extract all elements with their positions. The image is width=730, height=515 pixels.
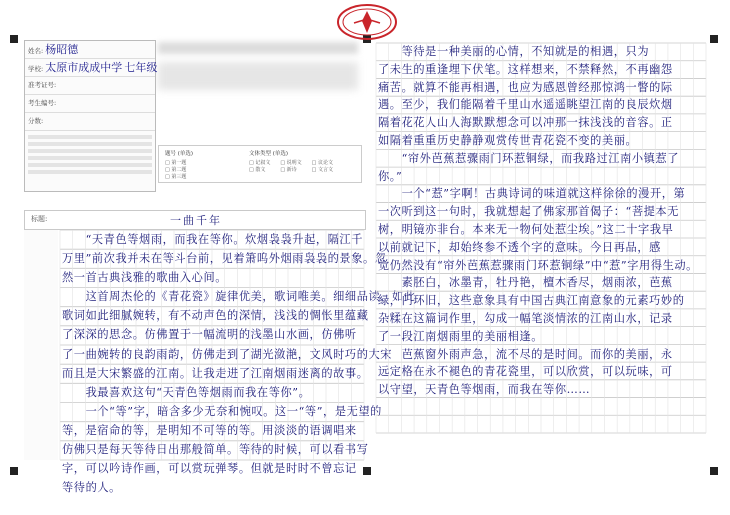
essay-line: 等待是一种美丽的心情，不知就是的相遇，只为 — [378, 45, 650, 58]
school-row — [25, 59, 158, 77]
essay-line — [376, 399, 706, 417]
essay-line: “帘外芭蕉惹骤雨门环惹铜绿，而我路过江南小镇惹了 — [378, 151, 680, 165]
writing-grid-right — [376, 43, 706, 433]
essay-line: “天青色等烟雨，而我在等你。炊烟袅袅升起，隔江千 — [62, 233, 364, 246]
essay-line: 而且是大宋繁盛的江南。让我走进了江南烟雨迷离的故事。 — [62, 366, 369, 380]
essay-line: 树，明镜亦非台。本来无一物何处惹尘埃。”这二十字我早 — [378, 222, 674, 236]
essay-line: 歌词如此细腻婉转，有不动声色的深情，浅浅的惆怅里蕴藏 — [62, 309, 369, 323]
essay-line: 素胚白，冰墨青，牡丹艳，檀木香尽，烟雨浓，芭蕉 — [378, 276, 673, 290]
registration-mark — [10, 467, 18, 475]
name-value: 杨昭德 — [45, 43, 79, 56]
genre-option[interactable]: □ 记叙文 — [249, 160, 271, 166]
essay-line: 了深深的思念。仿佛置于一幅流明的浅墨山水画，仿佛听 — [62, 328, 357, 342]
margin-column — [24, 230, 58, 460]
code-label: 考生编号: — [28, 99, 57, 107]
essay-line: 远定格在永不褪色的青花瓷里，可以欣赏，可以玩味，可 — [378, 365, 673, 379]
genre-option[interactable]: □ 新诗 — [280, 167, 297, 173]
essay-line — [376, 417, 706, 435]
essay-line: 觉仍然没有“帘外芭蕉惹骤雨门环惹铜绿”中“惹”字用得生动。 — [378, 258, 698, 272]
essay-line: 一个“惹”字啊！古典诗词的味道就这样徐徐的漫开，第 — [378, 187, 686, 201]
registration-mark — [10, 35, 18, 43]
essay-line: 隔着花花人山人海默默想念可以冲那一抹浅浅的音容。正 — [378, 116, 673, 130]
topic-option[interactable]: □ 第二题 — [165, 167, 187, 173]
topic-choice — [165, 149, 193, 180]
essay-line: 了未生的重逢埋下伏笔。这样想来，不禁释然，不再幽怨 — [378, 62, 673, 76]
essay-line: 遇。至少，我们能隔着千里山水遥遥眺望江南的良辰炊烟 — [378, 98, 673, 112]
name-label: 姓名: — [28, 47, 44, 55]
genre-choice — [249, 149, 333, 173]
essay-line: 等待的人。 — [62, 481, 121, 495]
score-row — [25, 113, 155, 131]
name-row — [25, 41, 155, 59]
school-value: 太原市成成中学 — [45, 61, 123, 74]
code-row — [25, 95, 155, 113]
genre-label: 文体类型 (单选) — [249, 151, 289, 157]
writing-grid-left — [60, 230, 416, 495]
essay-line: 以守望，天青色等烟雨，而我在等你…… — [378, 383, 591, 397]
exam-no-label: 准考证号: — [28, 81, 57, 89]
essay-text-left — [60, 230, 416, 497]
essay-line: 以前就记下，却始终参不透个字的意味。今日再品，感 — [378, 240, 661, 254]
registration-mark — [710, 35, 718, 43]
essay-line: 杂糅在这篇词作里，勾成一幅笔淡情浓的江南山水，记录 — [378, 311, 673, 325]
essay-title: 一曲千年 — [170, 214, 222, 227]
emblem-logo — [336, 3, 398, 41]
choice-box — [158, 145, 362, 183]
title-label: 标题: — [31, 215, 48, 223]
score-label: 分数: — [28, 117, 44, 125]
essay-line: 如隔着重重历史静静观赏传世青花瓷不变的美丽。 — [378, 133, 638, 147]
registration-mark — [363, 467, 371, 475]
essay-line: 芭蕉窗外雨声急，流不尽的是时间。而你的美丽，永 — [378, 347, 673, 361]
essay-line: 万里”前次我并未在等斗台前，见着箫呜外烟雨袅袅的景象。忽 — [62, 252, 387, 266]
redacted-area — [158, 62, 358, 90]
registration-mark — [710, 467, 718, 475]
essay-line: 这首周杰伦的《青花瓷》旋律优美，歌词唯美。细细品读，如此 — [62, 290, 416, 304]
genre-option[interactable]: □ 散文 — [249, 167, 266, 173]
genre-option[interactable]: □ 议论文 — [311, 160, 333, 166]
essay-line: 字，可以吟诗作画，可以赏玩弹琴。但就是时时不曾忘记 — [62, 462, 357, 476]
essay-line: 仿佛只是每天等待日出那般简单。等待的时候，可以看书写 — [62, 443, 369, 457]
exam-no-row — [25, 77, 155, 95]
essay-line: 绿，门环旧，这些意象具有中国古典江南意象的元素巧妙的 — [378, 294, 685, 308]
essay-line: 你。” — [378, 169, 403, 183]
essay-line: 我最喜欢这句“天青色等烟雨而我在等你”。 — [62, 385, 311, 399]
genre-option[interactable]: □ 文言文 — [311, 167, 333, 173]
essay-line: 等，是宿命的等，是明知不可等的等。用淡淡的语调唱来 — [62, 423, 357, 437]
school-label: 学校: — [28, 65, 44, 73]
essay-line: 一次听到这一句时，我就想起了佛家那首偈子：“菩提本无 — [378, 205, 680, 219]
redacted-area — [158, 42, 358, 54]
topic-label: 题号 (单选) — [165, 151, 194, 157]
grade-value: 七年级 — [124, 61, 158, 74]
essay-line: 了一段江南烟雨里的美丽相逢。 — [378, 329, 544, 343]
essay-text-right — [376, 43, 706, 435]
topic-option[interactable]: □ 第三题 — [165, 174, 187, 180]
essay-line: 然一首古典浅雅的歌曲入心间。 — [62, 271, 228, 285]
student-info-box — [24, 40, 156, 192]
essay-line: 了一曲婉转的良韵雨韵，仿佛走到了湖光潋滟，文风时巧的大宋 — [62, 347, 393, 361]
essay-line: 一个“等”字，暗含多少无奈和惋叹。这一“等”，是无望的 — [62, 404, 382, 418]
instructions-text — [25, 131, 155, 180]
essay-line: 痛苦。就算不能再相遇，也应为感恩曾经那惊鸿一瞥的际 — [378, 80, 673, 94]
topic-option[interactable]: □ 第一题 — [165, 160, 187, 166]
genre-option[interactable]: □ 说明文 — [280, 160, 302, 166]
